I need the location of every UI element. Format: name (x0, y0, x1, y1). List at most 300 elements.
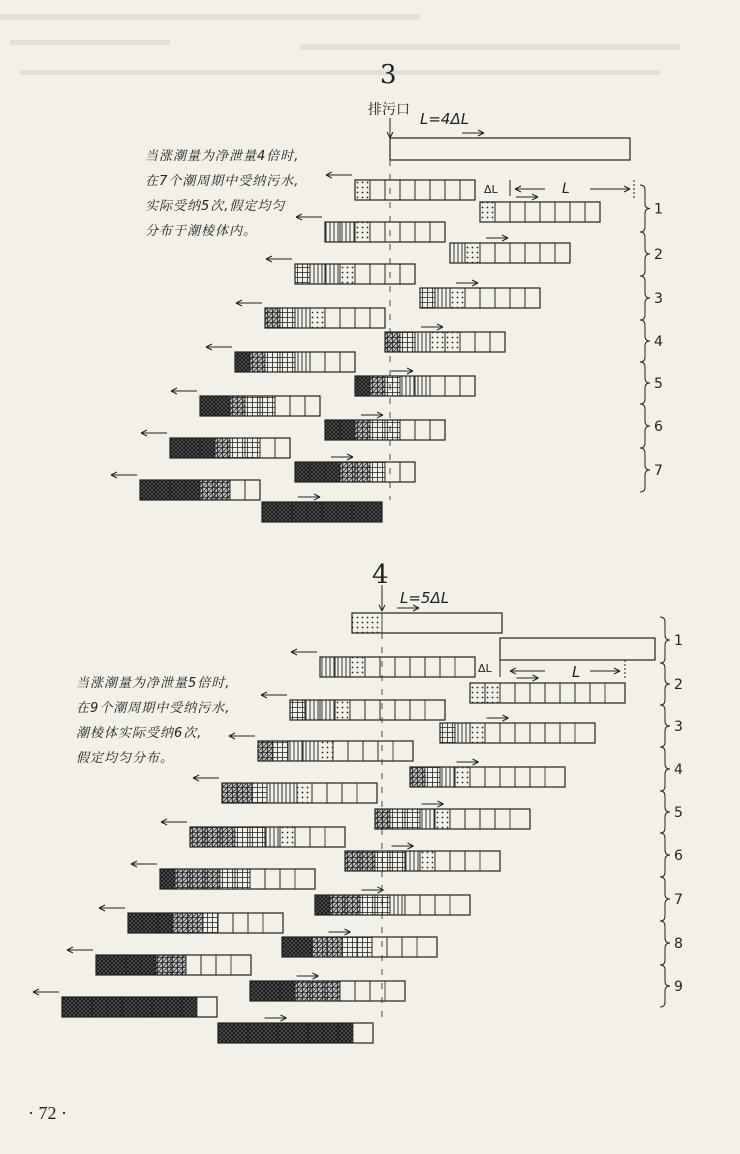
prism-cell (215, 438, 230, 458)
prism-cell (290, 700, 305, 720)
length-label: L=4ΔL (420, 110, 470, 128)
prism-cell (510, 288, 525, 308)
prism-cell (400, 180, 415, 200)
delta-l-label: ΔL (484, 183, 498, 196)
prism-cell (560, 723, 575, 743)
caption-line: 假定均匀分布。 (76, 751, 175, 766)
prism-cell (420, 895, 435, 915)
prism-cell (128, 913, 143, 933)
prism-cell (173, 913, 188, 933)
cycle-label: 9 (674, 979, 683, 995)
prism-cell (185, 438, 200, 458)
prism-cell (252, 783, 267, 803)
cycle-label: 2 (674, 677, 683, 693)
prism-cell (265, 869, 280, 889)
flow-arrow (516, 194, 538, 200)
prism-cell (355, 308, 370, 328)
prism-cell (555, 202, 570, 222)
tidal-prism-bar (470, 683, 625, 703)
cycle-brace (660, 663, 683, 705)
prism-cell (186, 955, 201, 975)
prism-cell (450, 809, 465, 829)
prism-cell (171, 955, 186, 975)
prism-cell (470, 683, 485, 703)
prism-cell (265, 352, 280, 372)
tidal-prism-bar (222, 783, 377, 803)
cycle-label: 2 (654, 247, 663, 263)
tidal-prism-bar (480, 202, 600, 222)
prism-cell (585, 202, 600, 222)
prism-cell (312, 937, 327, 957)
prism-cell (575, 683, 590, 703)
prism-cell (235, 352, 250, 372)
flow-arrow (590, 186, 630, 192)
figure-number: 4 (372, 560, 389, 590)
prism-cell (355, 264, 370, 284)
prism-cell (342, 783, 357, 803)
prism-cell (465, 243, 480, 263)
prism-cell (250, 869, 265, 889)
prism-cell (425, 767, 440, 787)
prism-cell (435, 851, 450, 871)
tidal-prism-bar (170, 438, 290, 458)
prism-cell (248, 1023, 263, 1043)
cycle-brace (660, 921, 683, 965)
prism-cell (96, 955, 111, 975)
prism-cell (262, 502, 277, 522)
tidal-prism-bar (200, 396, 320, 416)
tidal-prism-bar (265, 308, 385, 328)
prism-cell (440, 767, 455, 787)
prism-cell (540, 243, 555, 263)
prism-cell (440, 657, 455, 677)
caption-line: 在7个潮周期中受纳污水, (145, 174, 300, 189)
prism-cell (293, 1023, 308, 1043)
prism-cell (385, 462, 400, 482)
prism-cell (305, 396, 320, 416)
tidal-prism-diagram (0, 555, 740, 1055)
prism-cell (167, 997, 182, 1017)
tidal-prism-bar (320, 657, 475, 677)
prism-cell (338, 1023, 353, 1043)
tidal-prism-bar (140, 480, 260, 500)
prism-cell (295, 352, 310, 372)
prism-cell (323, 1023, 338, 1043)
prism-cell (137, 997, 152, 1017)
prism-cell (335, 700, 350, 720)
prism-cell (590, 683, 605, 703)
prism-cell (530, 723, 545, 743)
prism-cell (515, 683, 530, 703)
prism-cell (275, 396, 290, 416)
prism-cell (455, 767, 470, 787)
prism-cell (250, 827, 265, 847)
tidal-prism-bar (235, 352, 355, 372)
flow-arrow (33, 989, 59, 995)
prism-cell (560, 683, 575, 703)
flow-arrow (229, 733, 255, 739)
prism-cell (430, 332, 445, 352)
tidal-prism-bar (258, 741, 413, 761)
prism-cell (385, 376, 400, 396)
prism-cell (340, 308, 355, 328)
prism-cell (263, 1023, 278, 1043)
prism-cell (510, 243, 525, 263)
prism-cell (355, 420, 370, 440)
prism-cell (405, 851, 420, 871)
prism-cell (170, 438, 185, 458)
prism-cell (182, 997, 197, 1017)
tidal-prism-bar (375, 809, 530, 829)
prism-cell (515, 723, 530, 743)
prism-cell (355, 462, 370, 482)
prism-cell (325, 420, 340, 440)
prism-cell (77, 997, 92, 1017)
prism-cell (410, 657, 425, 677)
prism-cell (440, 723, 455, 743)
tidal-prism-diagram (0, 0, 740, 540)
prism-cell (400, 376, 415, 396)
prism-cell (365, 657, 380, 677)
prism-cell (340, 352, 355, 372)
prism-cell (445, 376, 460, 396)
prism-cell (435, 809, 450, 829)
prism-cell (495, 288, 510, 308)
prism-cell (355, 222, 370, 242)
prism-cell (220, 869, 235, 889)
prism-cell (140, 480, 155, 500)
cycle-label: 5 (654, 376, 663, 392)
cycle-brace (640, 362, 663, 404)
prism-cell (280, 869, 295, 889)
prism-cell (415, 222, 430, 242)
prism-outline (390, 138, 630, 160)
prism-cell (295, 308, 310, 328)
prism-cell (530, 767, 545, 787)
prism-cell (470, 767, 485, 787)
prism-cell (320, 657, 335, 677)
prism-cell (500, 767, 515, 787)
prism-cell (327, 783, 342, 803)
tidal-prism-bar (352, 613, 502, 633)
prism-cell (460, 376, 475, 396)
prism-cell (420, 288, 435, 308)
prism-cell (387, 937, 402, 957)
prism-cell (278, 1023, 293, 1043)
prism-cell (205, 827, 220, 847)
cycle-brace (640, 320, 663, 362)
prism-cell (410, 767, 425, 787)
prism-cell (475, 332, 490, 352)
flow-arrow (517, 675, 539, 681)
prism-cell (230, 438, 245, 458)
prism-cell (390, 809, 405, 829)
prism-cell (363, 741, 378, 761)
prism-cell (345, 895, 360, 915)
tidal-prism-bar (410, 767, 565, 787)
cycle-label: 8 (674, 936, 683, 952)
prism-cell (325, 981, 340, 1001)
prism-cell (415, 180, 430, 200)
flow-arrow (297, 973, 319, 979)
prism-cell (395, 657, 410, 677)
prism-cell (107, 997, 122, 1017)
flow-arrow (331, 454, 353, 460)
prism-cell (405, 809, 420, 829)
prism-cell (325, 462, 340, 482)
prism-cell (175, 869, 190, 889)
cycle-label: 6 (654, 419, 663, 435)
prism-cell (297, 937, 312, 957)
prism-cell (360, 895, 375, 915)
flow-arrow (131, 861, 157, 867)
caption-line: 当涨潮量为净泄量5倍时, (76, 676, 231, 691)
prism-cell (410, 700, 425, 720)
prism-cell (395, 700, 410, 720)
prism-cell (250, 352, 265, 372)
prism-cell (258, 741, 273, 761)
prism-cell (205, 869, 220, 889)
tidal-prism-bar (160, 869, 315, 889)
prism-cell (200, 438, 215, 458)
prism-cell (340, 264, 355, 284)
prism-cell (460, 332, 475, 352)
cycle-brace (660, 833, 683, 877)
prism-cell (160, 869, 175, 889)
flow-arrow (590, 668, 620, 674)
cycle-label: 7 (674, 892, 683, 908)
prism-cell (370, 222, 385, 242)
prism-cell (295, 462, 310, 482)
figure-3 (0, 0, 740, 540)
outlet-label: 排污口 (368, 102, 410, 118)
flow-arrow (326, 172, 352, 178)
flow-arrow (510, 668, 545, 674)
prism-cell (190, 827, 205, 847)
prism-cell (143, 913, 158, 933)
cycle-label: 5 (674, 805, 683, 821)
tidal-prism-bar (282, 937, 437, 957)
prism-cell (480, 288, 495, 308)
prism-cell (152, 997, 167, 1017)
prism-cell (320, 700, 335, 720)
prism-cell (62, 997, 77, 1017)
prism-cell (220, 827, 235, 847)
prism-cell (355, 180, 370, 200)
prism-cell (325, 308, 340, 328)
prism-cell (375, 809, 390, 829)
prism-cell (495, 809, 510, 829)
prism-cell (295, 981, 310, 1001)
prism-cell (465, 288, 480, 308)
prism-cell (400, 222, 415, 242)
cycle-label: 3 (674, 719, 683, 735)
cycle-brace (640, 448, 663, 492)
prism-cell (352, 613, 382, 633)
prism-cell (525, 243, 540, 263)
prism-cell (372, 937, 387, 957)
prism-cell (156, 955, 171, 975)
caption-line: 在9个潮周期中受纳污水, (76, 701, 231, 716)
tidal-prism-bar (96, 955, 251, 975)
prism-cell (245, 396, 260, 416)
prism-cell (330, 895, 345, 915)
prism-cell (450, 243, 465, 263)
cycle-label: 6 (674, 848, 683, 864)
prism-cell (325, 264, 340, 284)
prism-cell (430, 222, 445, 242)
flow-arrow (486, 235, 508, 241)
prism-cell (303, 741, 318, 761)
figure-4 (0, 555, 740, 1055)
flow-arrow (487, 715, 509, 721)
tidal-prism-bar (390, 138, 630, 160)
flow-arrow (456, 280, 478, 286)
prism-cell (485, 767, 500, 787)
prism-cell (288, 741, 303, 761)
prism-cell (201, 955, 216, 975)
prism-cell (420, 809, 435, 829)
flow-arrow (266, 256, 292, 262)
prism-cell (340, 981, 355, 1001)
length-label: L=5ΔL (400, 589, 450, 607)
prism-cell (370, 420, 385, 440)
cycle-label: 1 (654, 201, 663, 218)
prism-cell (385, 420, 400, 440)
tidal-prism-bar (385, 332, 505, 352)
prism-cell (400, 462, 415, 482)
prism-cell (415, 332, 430, 352)
l-label: L (562, 181, 570, 197)
prism-cell (390, 895, 405, 915)
prism-cell (430, 420, 445, 440)
prism-cell (430, 376, 445, 396)
prism-cell (390, 851, 405, 871)
prism-cell (277, 502, 292, 522)
prism-cell (230, 396, 245, 416)
cycle-brace (640, 232, 663, 276)
prism-cell (282, 937, 297, 957)
cycle-brace (660, 747, 683, 791)
prism-cell (490, 332, 505, 352)
prism-cell (308, 1023, 323, 1043)
flow-arrow (291, 649, 317, 655)
prism-cell (357, 937, 372, 957)
prism-cell (342, 937, 357, 957)
prism-cell (200, 480, 215, 500)
delta-l-label: ΔL (478, 662, 492, 675)
prism-cell (445, 332, 460, 352)
tidal-prism-bar (325, 420, 445, 440)
prism-cell (485, 683, 500, 703)
prism-cell (245, 480, 260, 500)
prism-cell (525, 288, 540, 308)
prism-cell (218, 1023, 233, 1043)
prism-cell (327, 937, 342, 957)
flow-arrow (515, 186, 545, 192)
prism-cell (265, 308, 280, 328)
prism-cell (200, 396, 215, 416)
prism-cell (350, 700, 365, 720)
prism-cell (465, 851, 480, 871)
figure-number: 3 (380, 60, 397, 90)
flow-arrow (111, 472, 137, 478)
prism-cell (340, 222, 355, 242)
prism-cell (295, 264, 310, 284)
prism-cell (245, 438, 260, 458)
prism-cell (425, 657, 440, 677)
prism-cell (310, 827, 325, 847)
cycle-label: 4 (654, 334, 663, 350)
prism-cell (310, 981, 325, 1001)
flow-arrow (296, 214, 322, 220)
caption-line: 当涨潮量为净泄量4倍时, (145, 149, 300, 164)
prism-cell (352, 502, 367, 522)
prism-cell (282, 783, 297, 803)
prism-cell (460, 180, 475, 200)
prism-cell (340, 420, 355, 440)
prism-cell (345, 851, 360, 871)
prism-cell (305, 700, 320, 720)
flow-arrow (236, 300, 262, 306)
prism-cell (280, 352, 295, 372)
prism-cell (297, 783, 312, 803)
prism-cell (188, 913, 203, 933)
tidal-prism-bar (290, 700, 445, 720)
l-label: L (572, 663, 581, 681)
tidal-prism-bar (315, 895, 470, 915)
flow-arrow (361, 412, 383, 418)
cycle-brace (640, 404, 663, 448)
prism-cell (230, 480, 245, 500)
prism-cell (141, 955, 156, 975)
prism-outline (500, 638, 655, 660)
flow-arrow (392, 843, 414, 849)
prism-cell (310, 308, 325, 328)
tidal-prism-bar (355, 180, 475, 200)
prism-cell (292, 502, 307, 522)
cycle-brace (660, 791, 683, 833)
tidal-prism-bar (262, 502, 382, 522)
tidal-prism-bar (450, 243, 570, 263)
prism-cell (355, 376, 370, 396)
prism-cell (495, 243, 510, 263)
prism-cell (510, 202, 525, 222)
prism-cell (310, 462, 325, 482)
caption-line: 潮棱体实际受纳6次, (76, 726, 203, 741)
prism-cell (215, 480, 230, 500)
prism-cell (348, 741, 363, 761)
prism-cell (235, 827, 250, 847)
cycle-brace (660, 705, 683, 747)
prism-cell (335, 657, 350, 677)
prism-cell (435, 288, 450, 308)
prism-cell (280, 308, 295, 328)
prism-cell (185, 480, 200, 500)
cycle-label: 3 (654, 291, 663, 307)
prism-cell (218, 913, 233, 933)
prism-cell (470, 723, 485, 743)
prism-cell (355, 981, 370, 1001)
flow-arrow (265, 1015, 287, 1021)
prism-cell (260, 438, 275, 458)
prism-cell (222, 783, 237, 803)
prism-cell (155, 480, 170, 500)
prism-cell (333, 741, 348, 761)
prism-cell (92, 997, 107, 1017)
flow-arrow (362, 887, 384, 893)
prism-cell (375, 851, 390, 871)
